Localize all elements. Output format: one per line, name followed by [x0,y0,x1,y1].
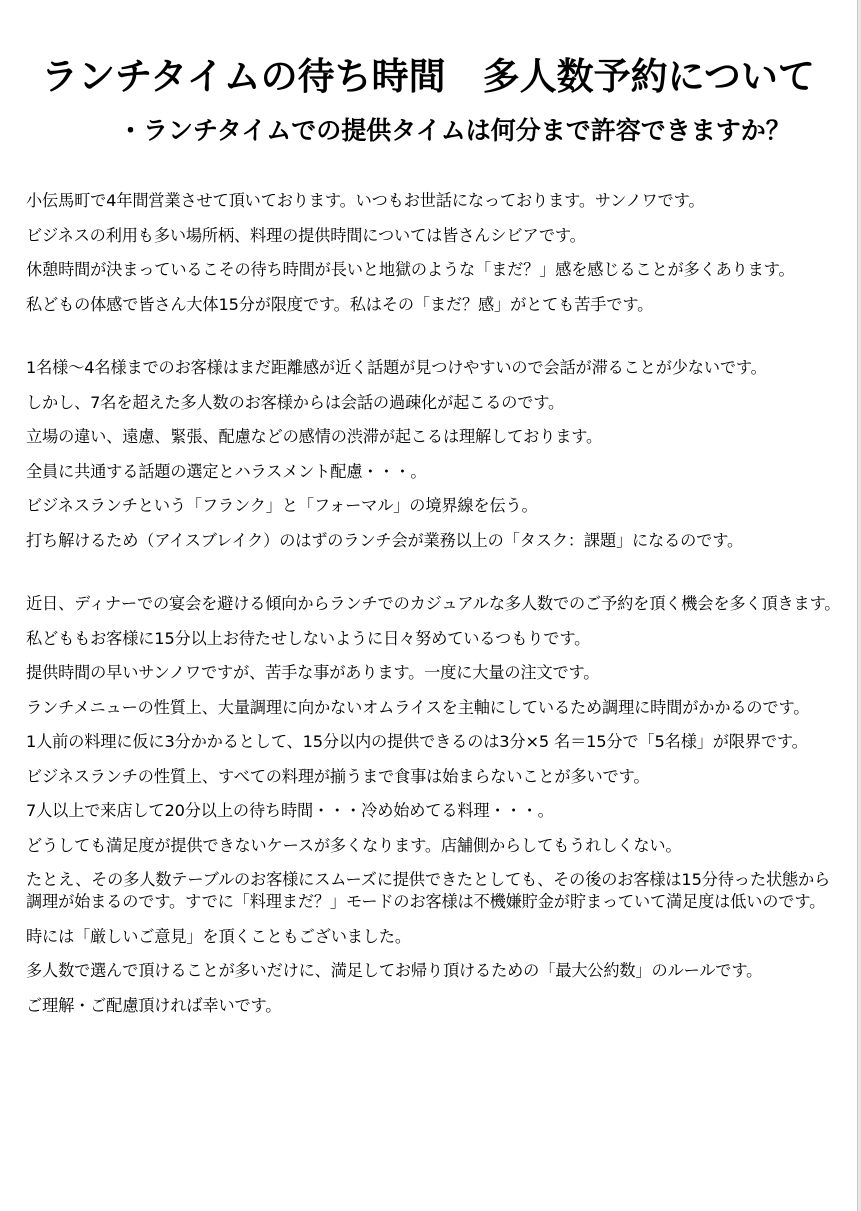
text-line: ビジネスランチの性質上、すべての料理が揃うまで食事は始まらないことが多いです。 [26,766,650,786]
text-line: 全員に共通する話題の選定とハラスメント配慮・・・。 [26,461,427,481]
text-line: 近日、ディナーでの宴会を避ける傾向からランチでのカジュアルな多人数でのご予約を頂く機会を多く頂きます。 [26,594,841,613]
paragraph-intro [26,190,842,316]
document-subtitle: ・ランチタイムでの提供タイムは何分まで許容できますか？ [118,116,791,145]
text-line: どうしても満足度が提供できないケースが多くなります。店舗側からしてもうれしくない。 [26,835,682,855]
document-title: ランチタイムの待ち時間 多人数予約について [41,55,815,98]
text-line: 7人以上で来店して20分以上の待ち時間・・・冷め始めてる料理・・・。 [26,801,554,820]
text-line: 私どもの体感で皆さん大体15分が限度です。私はその「まだ？感」がとても苦手です。 [26,294,654,314]
text-line: 小伝馬町で4年間営業させて頂いております。いつもお世話になっております。サンノワです。 [26,191,705,210]
paragraph-gap [26,328,842,357]
text-line: たとえ、その多人数テーブルのお客様にスムーズに提供できたとしても、その後のお客様は15分待った状態から調理が始まるのです。すでに「料理まだ？」モードのお客様は不機嫌貯金が貯まっていて満足度は低いのです。 [26,870,831,911]
text-line: 多人数で選んで頂けることが多いだけに、満足してお帰り頂けるための「最大公約数」のルールです。 [26,961,763,980]
text-line: 私どももお客様に15分以上お待たせしないように日々努めているつもりです。 [26,628,591,648]
text-line: ご理解・ご配慮頂ければ幸いです。 [26,995,282,1015]
text-line: 1名様～4名様までのお客様はまだ距離感が近く話題が見つけやすいので会話が滞ることが少ないです。 [26,358,767,377]
text-line: ビジネスランチという「フランク」と「フォーマル」の境界線を伝う。 [26,496,538,515]
document-body [26,190,842,1029]
text-line: ビジネスの利用も多い場所柄、料理の提供時間については皆さんシビアです。 [26,225,586,245]
text-line: 打ち解けるため（アイスブレイク）のはずのランチ会が業務以上の「タスク：課題」になるのです。 [26,530,743,550]
text-line: 立場の違い、遠慮、緊張、配慮などの感情の渋滞が起こるは理解しております。 [26,427,603,446]
page-edge-line [857,0,858,1211]
text-line: しかし、7名を超えた多人数のお客様からは会話の過疎化が起こるのです。 [26,392,565,412]
paragraph-reservation [26,593,842,1017]
text-line: 休憩時間が決まっているこその待ち時間が長いと地獄のような「まだ？」感を感じることが多くあります。 [26,260,795,279]
paragraph-conversation [26,357,842,552]
text-line: ランチメニューの性質上、大量調理に向かないオムライスを主軸にしているため調理に時間がかかるのです。 [26,697,810,717]
text-line: 時には「厳しいご意見」を頂くこともございました。 [26,926,411,946]
text-line: 1人前の料理に仮に3分かかるとして、15分以内の提供できるのは3分×5 名＝15分で「5名様」が限界です。 [26,732,808,751]
text-line: 提供時間の早いサンノワですが、苦手な事があります。一度に大量の注文です。 [26,663,600,682]
paragraph-gap [26,564,842,593]
